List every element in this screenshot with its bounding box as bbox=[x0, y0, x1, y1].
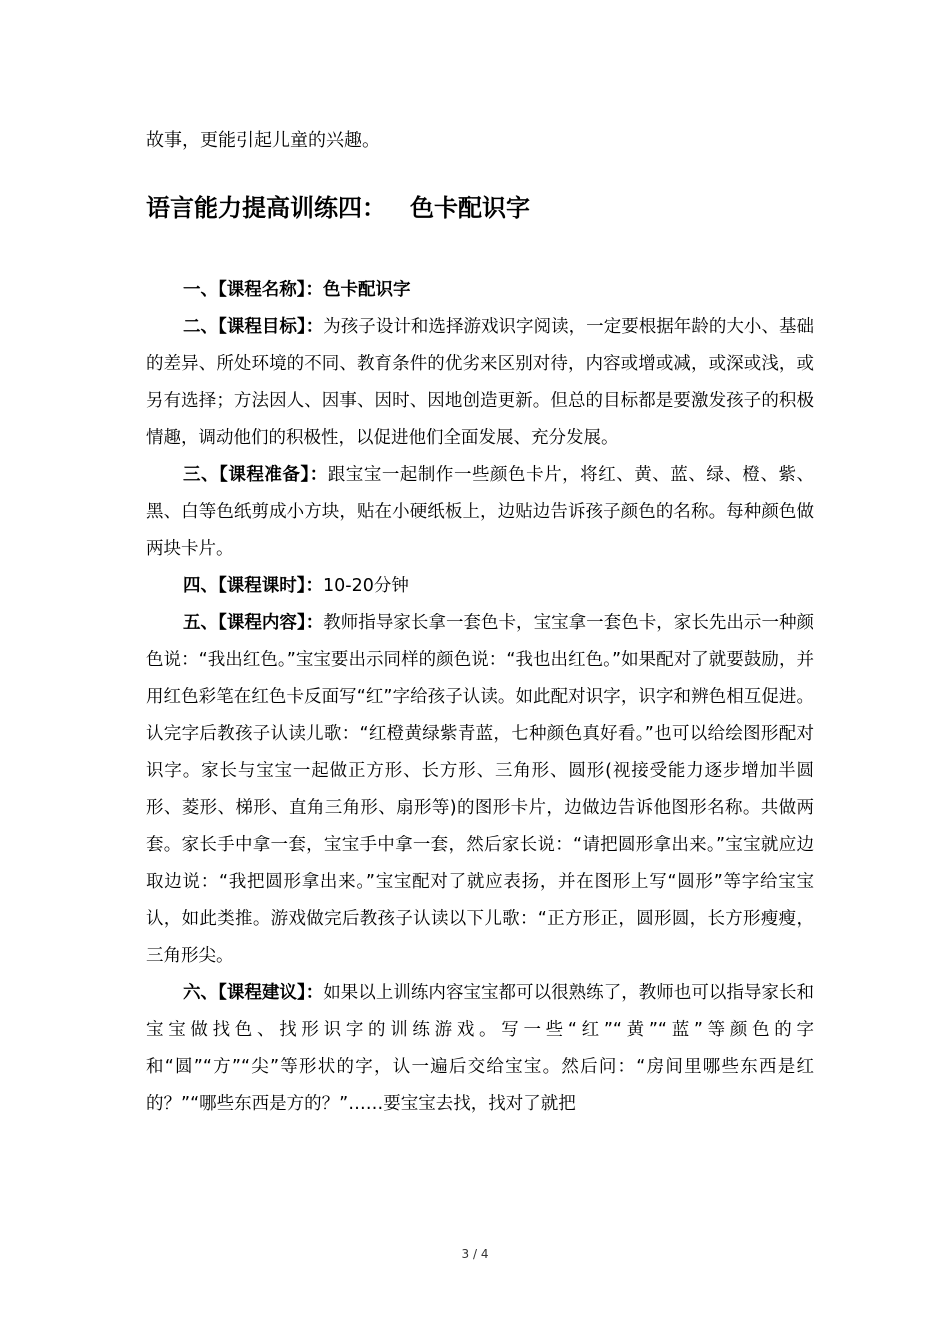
course-body bbox=[146, 272, 814, 1123]
course-content-paragraph bbox=[146, 605, 814, 975]
course-content-label: 五、【课程内容】： bbox=[183, 613, 324, 633]
section-heading bbox=[146, 190, 530, 226]
intro-text: 故事，更能引起儿童的兴趣。 bbox=[146, 130, 380, 151]
course-prep-paragraph bbox=[146, 457, 814, 568]
course-name-label: 一、【课程名称】： bbox=[183, 280, 323, 300]
course-prep-text: 跟宝宝一起制作一些颜色卡片，将红、黄、蓝、绿、橙、紫、黑、白等色纸剪成小方块，贴在小硬纸板上，边贴边告诉孩子颜色的名称。每种颜色做两块卡片。 bbox=[146, 465, 815, 559]
course-duration-paragraph bbox=[146, 568, 814, 605]
course-duration-text: 10-20分钟 bbox=[323, 576, 409, 596]
course-advice-paragraph bbox=[146, 975, 814, 1123]
course-name-text: 色卡配识字 bbox=[323, 280, 411, 300]
heading-sub: 色卡配识字 bbox=[410, 194, 530, 222]
course-advice-label: 六、【课程建议】： bbox=[183, 983, 324, 1003]
course-duration-label: 四、【课程课时】： bbox=[183, 576, 323, 596]
course-content-text: 教师指导家长拿一套色卡，宝宝拿一套色卡，家长先出示一种颜色说：“我出红色。”宝宝要出示同样的颜色说：“我也出红色。”如果配对了就要鼓励，并用红色彩笔在红色卡反面写“红”字给孩子认读。如此配对识字，识字和辨色相互促进。认完字后教孩子认读儿歌：“红橙黄绿紫青蓝，七种颜色真好看。”也可以给绘图形配对识字。家长与宝宝一起做正方形、长方形、三角形、圆形(视接受能力逐步增加半圆形、菱形、梯形、直角三角形、扇形等)的图形卡片，边做边告诉他图形名称。共做两套。家长手中拿一套，宝宝手中拿一套，然后家长说：“请把圆形拿出来。”宝宝就应边取边说：“我把圆形拿出来。”宝宝配对了就应表扬，并在图形上写“圆形”等字给宝宝认，如此类推。游戏做完后教孩子认读以下儿歌：“正方形正，圆形圆，长方形瘦瘦，三角形尖。 bbox=[146, 613, 814, 966]
course-prep-label: 三、【课程准备】： bbox=[183, 465, 328, 485]
course-advice-text: 如果以上训练内容宝宝都可以很熟练了，教师也可以指导家长和宝宝做找色、找形识字的训练游戏。写一些“红”“黄”“蓝”等颜色的字和“圆”“方”“尖”等形状的字，认一遍后交给宝宝。然后问：“房间里哪些东西是红的？”“哪些东西是方的？”……要宝宝去找，找对了就把 bbox=[146, 983, 814, 1114]
course-name-paragraph bbox=[146, 272, 814, 309]
course-goal-text: 为孩子设计和选择游戏识字阅读，一定要根据年龄的大小、基础的差异、所处环境的不同、教育条件的优劣来区别对待，内容或增或减，或深或浅，或另有选择；方法因人、因事、因时、因地创造更新。但总的目标都是要激发孩子的积极情趣，调动他们的积极性，以促进他们全面发展、充分发展。 bbox=[146, 317, 814, 448]
heading-main: 语言能力提高训练四： bbox=[146, 194, 386, 222]
page-number: 3 / 4 bbox=[461, 1247, 489, 1261]
course-goal-label: 二、【课程目标】： bbox=[183, 317, 324, 337]
course-goal-paragraph bbox=[146, 309, 814, 457]
